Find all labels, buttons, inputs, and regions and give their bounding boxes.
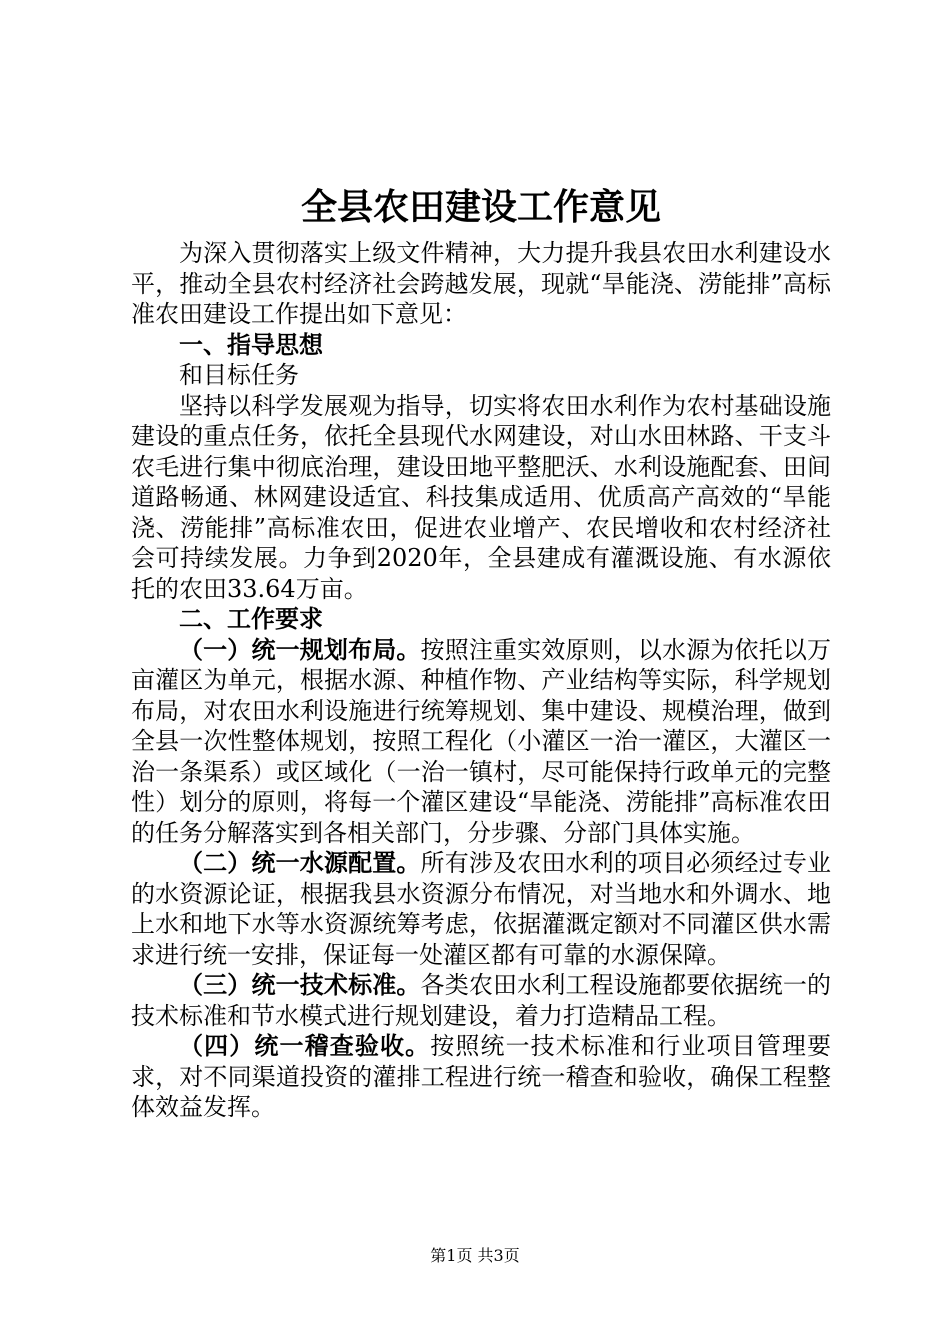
requirement-text: 按照统一技术标准和行业项目管理要求，对不同渠道投资的灌排工程进行统一稽查和验收，确保工程整体效益发挥。 xyxy=(131,1032,832,1121)
document-page xyxy=(131,180,831,1123)
requirement-lead: （三）统一技术标准。 xyxy=(179,971,421,999)
section-heading-guiding: 一、指导思想 xyxy=(179,330,323,359)
requirement-text: 按照注重实效原则，以水源为依托以万亩灌区为单元，根据水源、种植作物、产业结构等实际，科学规划布局，对农田水利设施进行统筹规划、集中建设、规模治理，做到全县一次性整体规划，按照工程化（小灌区一治一灌区，大灌区一治一条渠系）或区域化（一治一镇村，尽可能保持行政单元的完整性）划分的原则，将每一个灌区建设“旱能浇、涝能排”高标准农田的任务分解落实到各相关部门，分步骤、分部门具体实施。 xyxy=(131,635,832,847)
requirement-lead: （四）统一稽查验收。 xyxy=(179,1032,431,1060)
requirement-item-3 xyxy=(131,970,831,1031)
requirement-lead: （二）统一水源配置。 xyxy=(179,849,421,877)
page-footer: 第1页 共3页 xyxy=(430,1246,520,1265)
requirement-text: 各类农田水利工程设施都要依据统一的技术标准和节水模式进行规划建设，着力打造精品工程。 xyxy=(131,971,832,1030)
requirement-item-2 xyxy=(131,848,831,970)
requirement-item-4 xyxy=(131,1031,831,1123)
requirement-text: 所有涉及农田水利的项目必须经过专业的水资源论证，根据我县水资源分布情况，对当地水和外调水、地上水和地下水等水资源统筹考虑，依据灌溉定额对不同灌区供水需求进行统一安排，保证每一处灌区都有可靠的水源保障。 xyxy=(131,849,832,969)
document-title: 全县农田建设工作意见 xyxy=(300,187,661,228)
section-heading-requirements: 二、工作要求 xyxy=(179,605,323,633)
requirement-lead: （一）统一规划布局。 xyxy=(179,635,421,664)
section-heading-guiding-cont: 和目标任务 xyxy=(179,361,299,389)
intro-paragraph: 为深入贯彻落实上级文件精神，大力提升我县农田水利建设水平，推动全县农村经济社会跨越发展，现就“旱能浇、涝能排”高标准农田建设工作提出如下意见： xyxy=(131,239,831,328)
guiding-paragraph: 坚持以科学发展观为指导，切实将农田水利作为农村基础设施建设的重点任务，依托全县现代水网建设，对山水田林路、干支斗农毛进行集中彻底治理，建设田地平整肥沃、水利设施配套、田间道路畅通、林网建设适宜、科技集成适用、优质高产高效的“旱能浇、涝能排”高标准农田，促进农业增产、农民增收和农村经济社会可持续发展。力争到2020年，全县建成有灌溉设施、有水源依托的农田33.64万亩。 xyxy=(131,391,831,603)
requirement-item-1 xyxy=(131,635,831,849)
